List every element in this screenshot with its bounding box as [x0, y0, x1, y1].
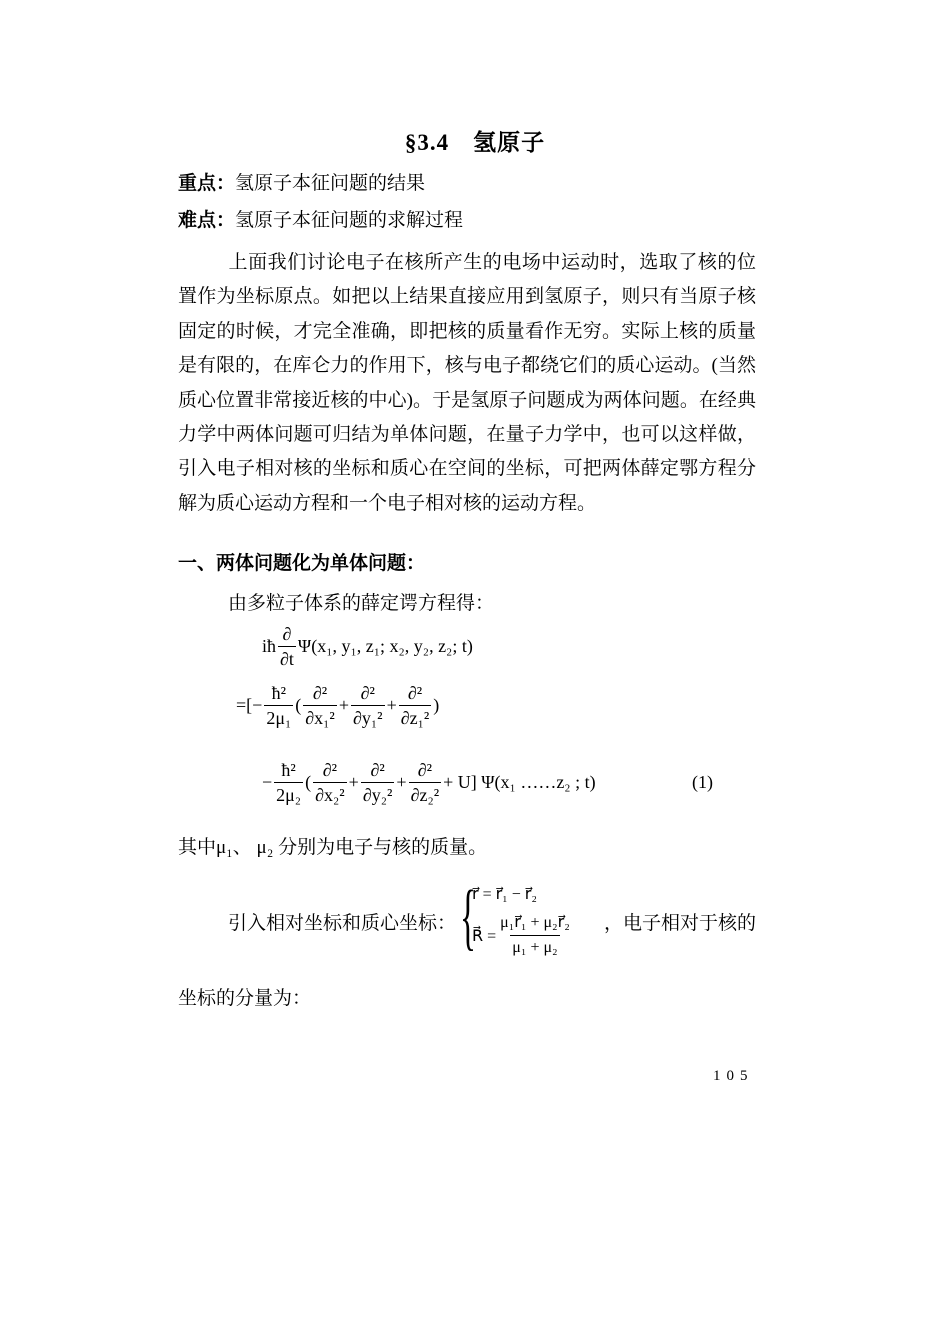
eq-d2y1 [351, 683, 385, 728]
eq-equals: = [236, 695, 247, 715]
coord-relative: r⃗ = r⃗₁ − r⃗₂ [472, 886, 537, 903]
equation-row-1 [262, 624, 473, 669]
eq-paren-open: ( [295, 695, 302, 715]
eq-partial-sq: ∂² [417, 760, 432, 780]
eq-d2x1 [303, 683, 337, 728]
eq-dx2: ∂x₂² [313, 782, 347, 805]
intro-paragraph [178, 246, 756, 521]
eq-plus: + [386, 695, 397, 715]
eq-ihbar: iħ [262, 636, 277, 656]
eq-d2z1 [399, 683, 432, 728]
eq-bracket: [− [246, 695, 263, 715]
eq-hbar-sq: ħ² [281, 760, 296, 780]
eq-d2y2 [361, 760, 395, 805]
coord-R-frac [498, 913, 572, 958]
eq-wavefunction: Ψ(x₁, y₁, z₁; x₂, y₂, z₂; t) [297, 636, 473, 656]
eq-dx1: ∂x₁² [303, 705, 337, 728]
coord-tail: ，电子相对于核的 [604, 913, 757, 934]
difficulty-text: 氢原子本征问题的求解过程 [235, 210, 464, 231]
eq-dz2: ∂z₂² [409, 782, 442, 805]
eq-partial-t: ∂t [278, 646, 296, 669]
key-point [178, 170, 425, 198]
eq-dy1: ∂y₁² [351, 705, 385, 728]
eq-mass-1: 2μ₁ [264, 705, 293, 728]
eq-plus: + [396, 772, 407, 792]
eq-d2z2 [409, 760, 442, 805]
coord-center-of-mass [472, 913, 574, 958]
eq-partial-sq: ∂² [312, 683, 328, 703]
schrodinger-intro: 由多粒子体系的薛定谔方程得： [228, 593, 495, 614]
difficulty [178, 207, 463, 235]
masses-note: 其中μ₁、 μ₂ 分别为电子与核的质量。 [178, 837, 488, 858]
section-heading: 一、两体问题化为单体问题： [178, 553, 426, 574]
eq-time-derivative [278, 624, 296, 669]
eq-d2x2 [313, 760, 347, 805]
eq-partial-sq: ∂² [322, 760, 338, 780]
eq-partial: ∂ [282, 624, 292, 644]
eq-mass-2: 2μ₂ [274, 782, 303, 805]
eq-paren-open: ( [305, 772, 312, 792]
eq-paren-close: ) [433, 695, 440, 715]
equation-row-3 [262, 760, 596, 805]
left-brace: { [460, 876, 476, 958]
eq-dz1: ∂z₁² [399, 705, 432, 728]
equation-number: (1) [692, 772, 713, 792]
eq-dy2: ∂y₂² [361, 782, 395, 805]
coord-R-num: μ₁r⃗₁ + μ₂r⃗₂ [500, 914, 570, 931]
eq-hbar-sq: ħ² [271, 683, 286, 703]
eq-partial-sq: ∂² [370, 760, 385, 780]
coord-R-den: μ₁ + μ₂ [510, 935, 559, 958]
eq-kinetic-2 [274, 760, 303, 805]
eq-partial-sq: ∂² [360, 683, 375, 703]
intro-text: 上面我们讨论电子在核所产生的电场中运动时，选取了核的位置作为坐标原点。如把以上结果直接应用到氢原子，则只有当原子核固定的时候，才完全准确，即把核的质量看作无穷。实际上核的质量是有限的，在库仑力的作用下，核与电子都绕它们的质心运动。(当然质心位置非常接近核的中心)。于是氢原子问题成为两体问题。在经典力学中两体问题可归结为单体问题，在量子力学中，也可以这样做，引入电子相对核的坐标和质心在空间的坐标，可把两体薛定鄂方程分解为质心运动方程和一个电子相对核的运动方程。 [178, 252, 756, 514]
eq-plus: + [338, 695, 349, 715]
equation-row-2 [236, 683, 439, 728]
key-point-label: 重点： [178, 173, 236, 194]
difficulty-label: 难点： [178, 210, 236, 231]
eq-tail: + U] Ψ(x₁ ……z₂ ; t) [443, 772, 596, 792]
coord-intro: 引入相对坐标和质心坐标： [228, 913, 457, 934]
page-number: 105 [713, 1068, 754, 1084]
components-label: 坐标的分量为： [178, 988, 312, 1009]
coord-R-lhs: R⃗ = [472, 927, 497, 945]
eq-minus: − [262, 772, 273, 792]
eq-kinetic-1 [264, 683, 293, 728]
eq-partial-sq: ∂² [407, 683, 423, 703]
section-title: §3.4 氢原子 [404, 130, 546, 155]
key-point-text: 氢原子本征问题的结果 [235, 173, 426, 194]
eq-plus: + [348, 772, 359, 792]
